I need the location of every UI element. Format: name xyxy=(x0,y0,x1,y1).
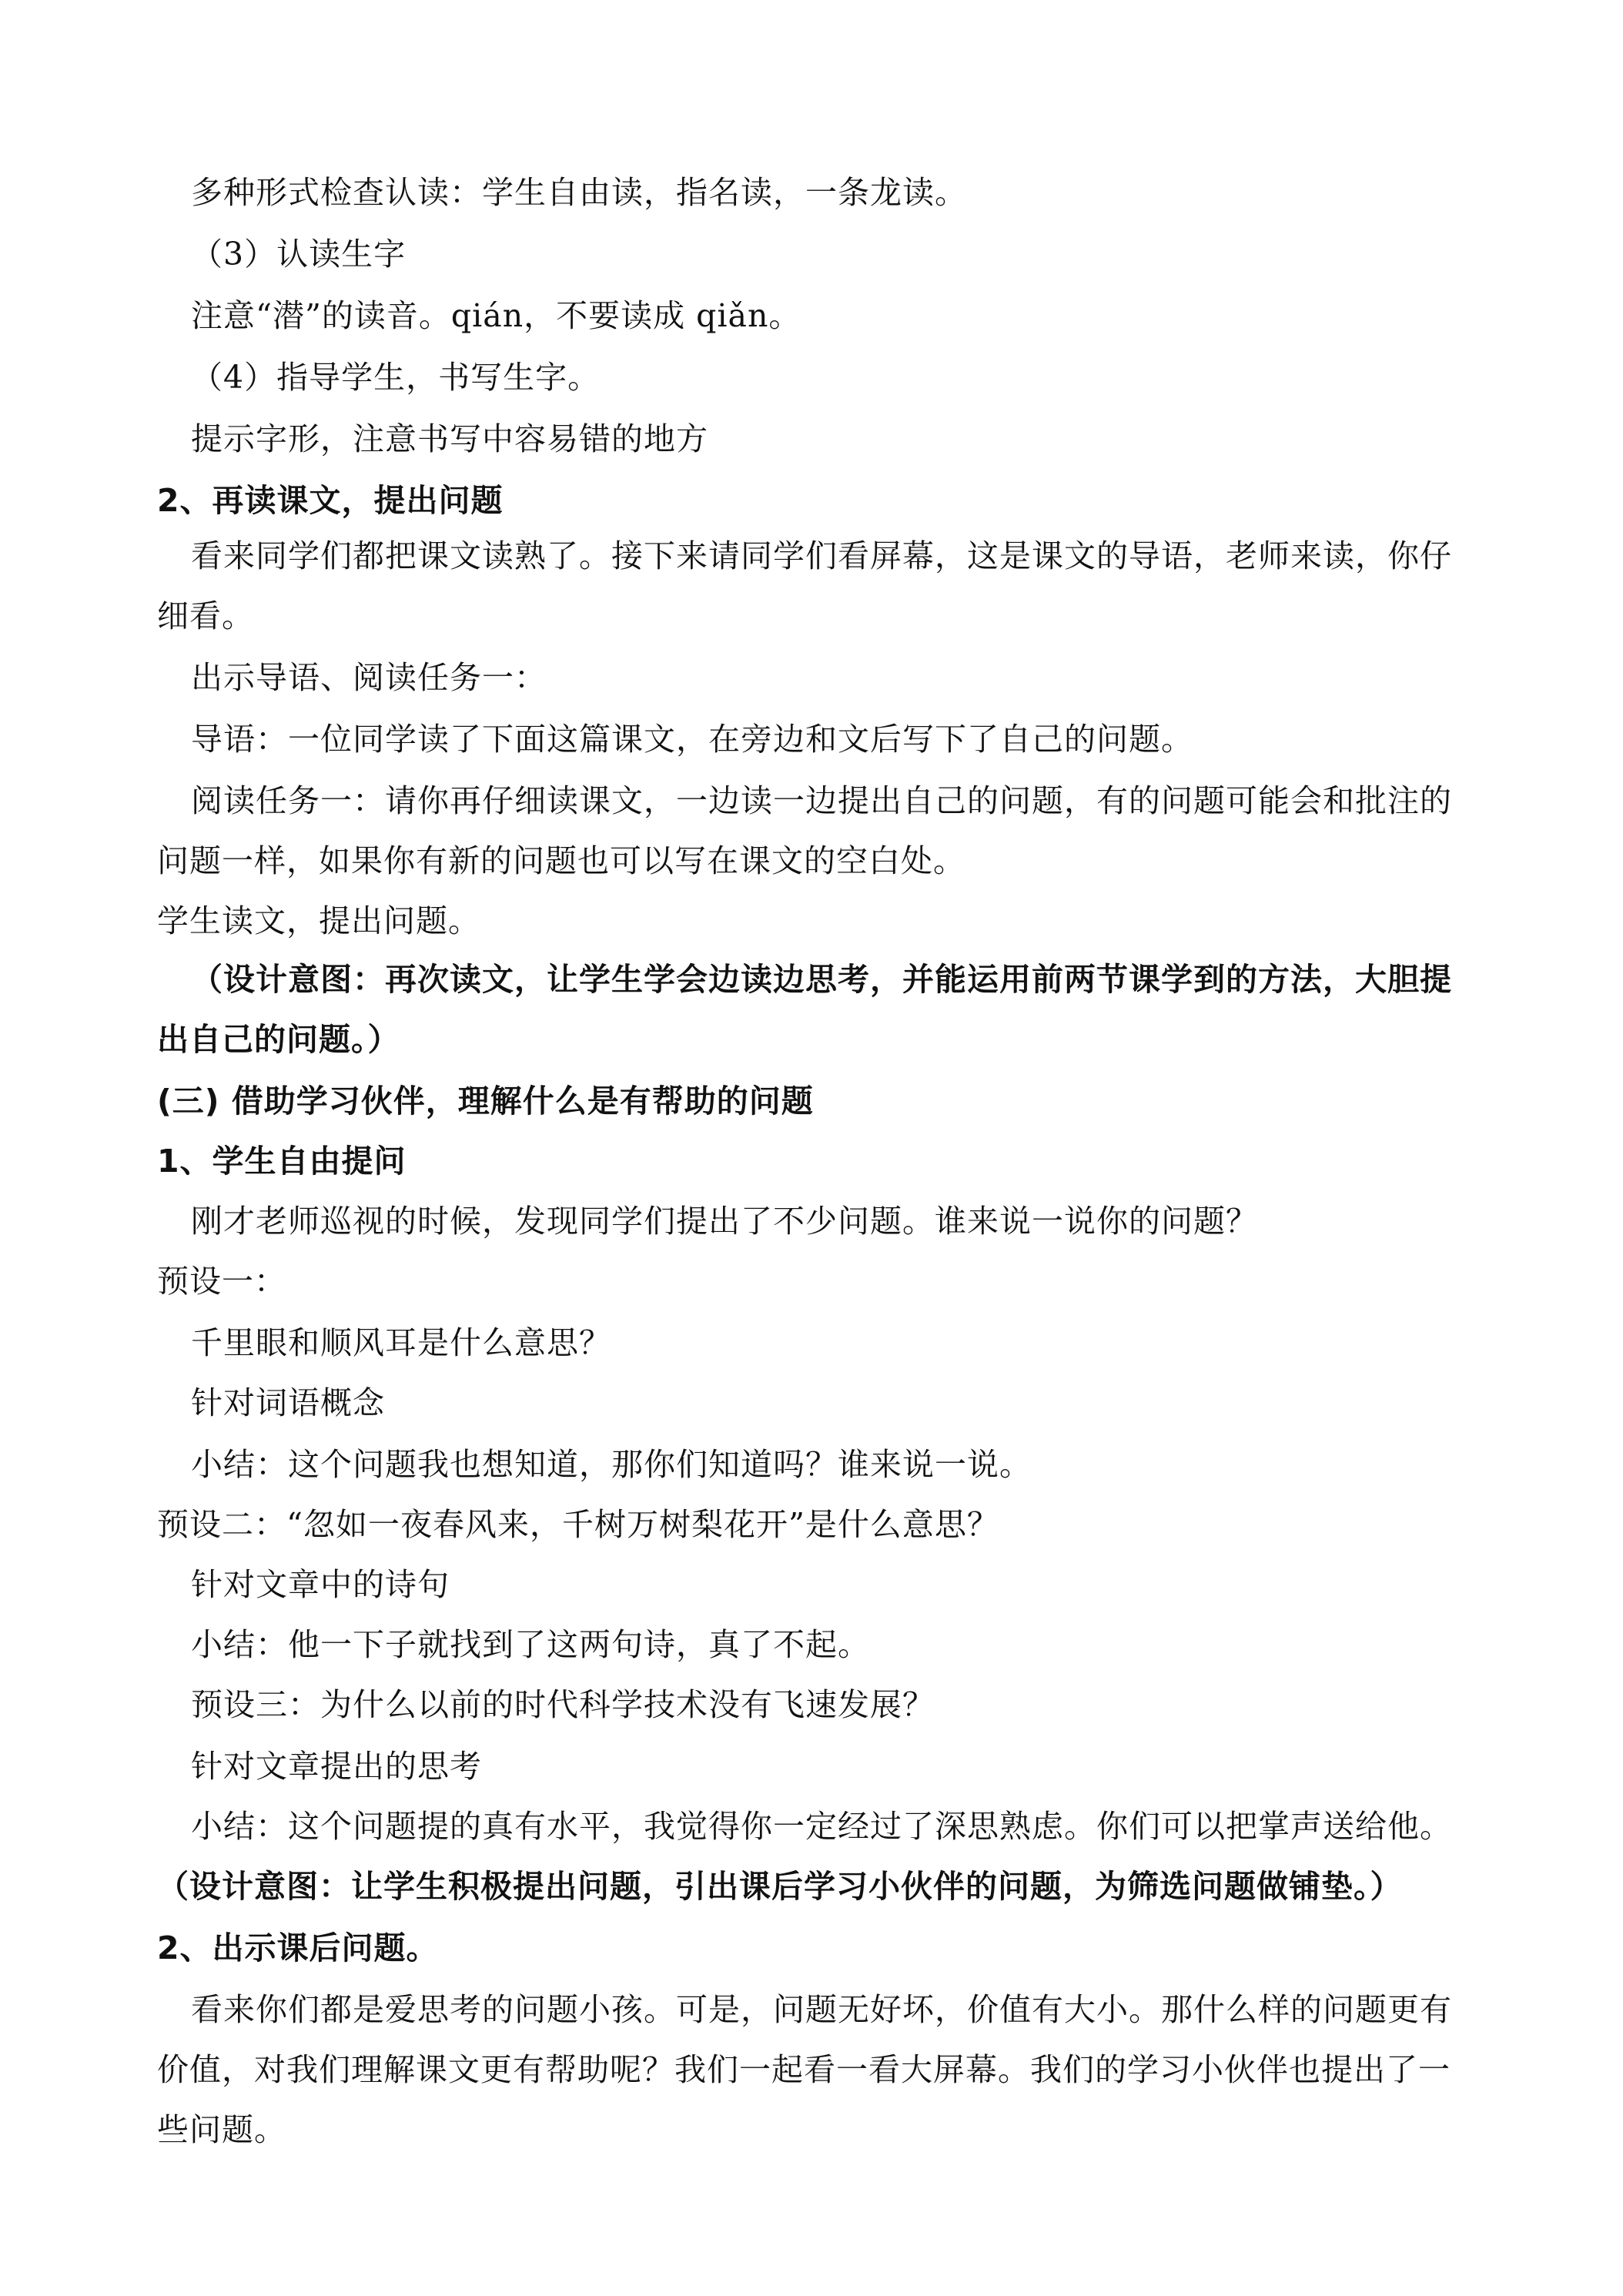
text-line: 出示导语、阅读任务一： xyxy=(191,659,547,696)
text-line: 预设一： xyxy=(157,1263,286,1300)
text-line: 针对词语概念 xyxy=(191,1384,385,1421)
text-line: （4）指导学生，书写生字。 xyxy=(191,359,601,396)
text-line: 针对文章提出的思考 xyxy=(191,1748,482,1785)
text-line: 些问题。 xyxy=(157,2111,286,2148)
text-line: 小结：他一下子就找到了这两句诗，真了不起。 xyxy=(191,1626,870,1663)
section-heading: 1、学生自由提问 xyxy=(157,1143,407,1180)
text-line: 小结：这个问题我也想知道，那你们知道吗？谁来说一说。 xyxy=(191,1446,1032,1483)
design-intent: （设计意图：让学生积极提出问题，引出课后学习小伙伴的问题，为筛选问题做铺垫。） xyxy=(157,1868,1403,1905)
text-line: （3）认读生字 xyxy=(191,236,407,273)
text-line: 学生读文，提出问题。 xyxy=(157,902,480,939)
text-line: 价值，对我们理解课文更有帮助呢？我们一起看一看大屏幕。我们的学习小伙伴也提出了一 xyxy=(157,2051,1451,2088)
section-heading: 2、再读课文，提出问题 xyxy=(157,482,504,519)
text-line: 看来你们都是爱思考的问题小孩。可是，问题无好坏，价值有大小。那什么样的问题更有 xyxy=(191,1991,1452,2028)
text-line: 预设二：“忽如一夜春风来，千树万树梨花开”是什么意思？ xyxy=(157,1506,999,1543)
text-line: 阅读任务一：请你再仔细读课文，一边读一边提出自己的问题，有的问题可能会和批注的 xyxy=(191,782,1452,819)
text-line: 导语：一位同学读了下面这篇课文，在旁边和文后写下了自己的问题。 xyxy=(191,721,1193,758)
text-line: 注意“潜”的读音。qián，不要读成 qiǎn。 xyxy=(191,297,801,334)
design-intent: （设计意图：再次读文，让学生学会边读边思考，并能运用前两节课学到的方法，大胆提 xyxy=(191,961,1452,998)
text-line: 针对文章中的诗句 xyxy=(191,1566,450,1603)
design-intent: 出自己的问题。） xyxy=(157,1021,400,1058)
text-line: 千里眼和顺风耳是什么意思？ xyxy=(191,1324,611,1361)
text-line: 细看。 xyxy=(157,597,254,634)
text-line: 刚才老师巡视的时候，发现同学们提出了不少问题。谁来说一说你的问题？ xyxy=(191,1203,1258,1240)
section-heading: (三) 借助学习伙伴，理解什么是有帮助的问题 xyxy=(157,1083,814,1120)
text-line: 问题一样，如果你有新的问题也可以写在课文的空白处。 xyxy=(157,842,965,879)
text-line: 小结：这个问题提的真有水平，我觉得你一定经过了深思熟虑。你们可以把掌声送给他。 xyxy=(191,1808,1452,1845)
text-line: 预设三：为什么以前的时代科学技术没有飞速发展？ xyxy=(191,1686,935,1723)
text-line: 提示字形，注意书写中容易错的地方 xyxy=(191,420,708,457)
section-heading: 2、出示课后问题。 xyxy=(157,1930,439,1966)
text-line: 看来同学们都把课文读熟了。接下来请同学们看屏幕，这是课文的导语，老师来读，你仔 xyxy=(191,537,1452,574)
text-line: 多种形式检查认读：学生自由读，指名读，一条龙读。 xyxy=(191,174,967,211)
